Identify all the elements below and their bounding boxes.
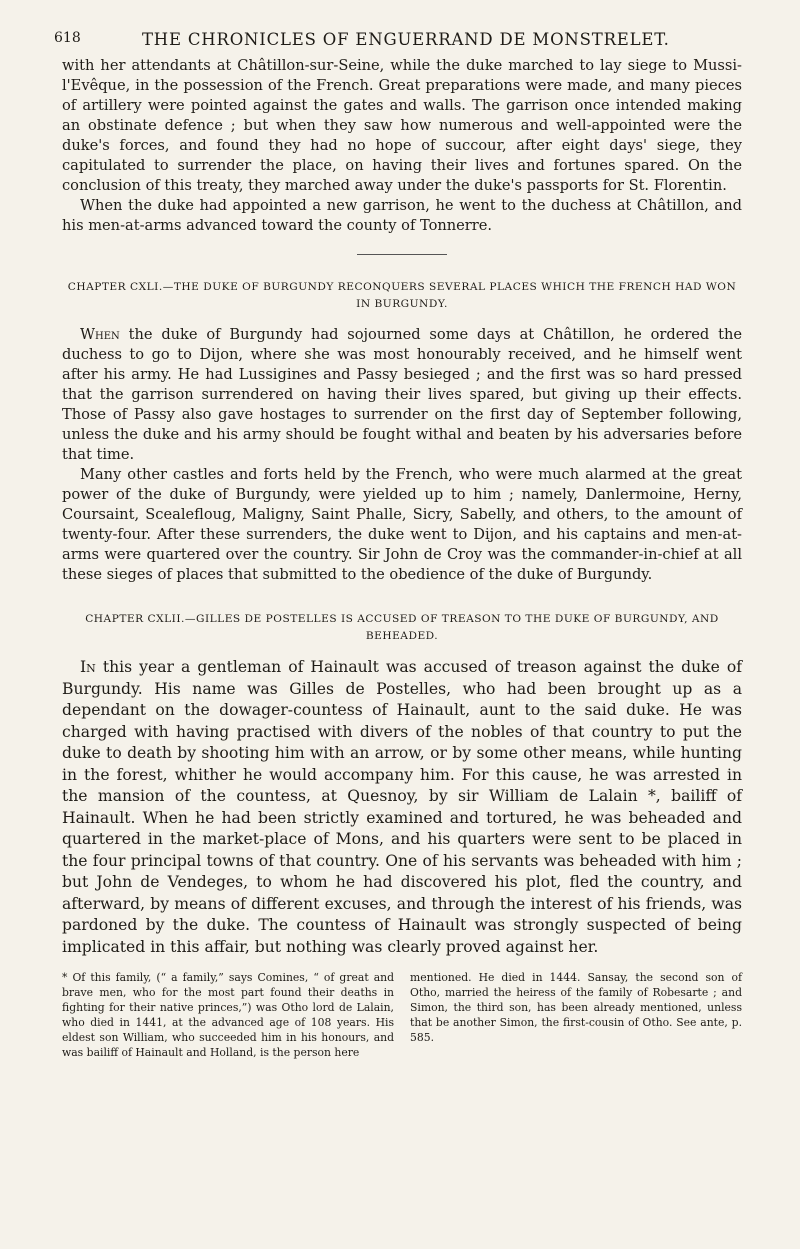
section-divider — [357, 254, 447, 255]
page — [54, 30, 742, 1060]
chapter-heading: CHAPTER CXLI.—THE DUKE OF BURGUNDY RECONQUERS SEVERAL PLACES WHICH THE FRENCH HAD WON IN BURGUNDY. — [67, 281, 737, 310]
paragraph — [62, 657, 742, 958]
lead-word: In — [80, 658, 96, 676]
running-title: THE CHRONICLES OF ENGUERRAND DE MONSTRELET. — [142, 30, 670, 49]
paragraph: with her attendants at Châtillon-sur-Seine, while the duke marched to lay siege to Mussi-l'Evêque, in the possession of the French. Great preparations were made, and many pieces of artillery were pointed against the gates and walls. The garrison once intended making an obstinate defence ; but when they saw how numerous and well-appointed were the duke's forces, and found they had no hope of succour, after eight days' siege, they capitulated to surrender the place, on having their lives and fortunes spared. On the conclusion of this treaty, they marched away under the duke's passports for St. Florentin. — [62, 57, 742, 194]
paragraph: When the duke had appointed a new garrison, he went to the duchess at Châtillon, and his men-at-arms advanced toward the county of Tonnerre. — [62, 197, 742, 234]
paragraph-text: the duke of Burgundy had sojourned some days at Châtillon, he ordered the duchess to go to Dijon, where she was most honourably received, and he himself went after his army. He had Lussigines and Passy besieged ; and the first was so hard pressed that the garrison surrendered on having their lives spared, but giving up their effects. Those of Passy also gave hostages to surrender on the first day of September following, unless the duke and his army should be fought withal and beaten by his adversaries before that time. — [62, 326, 742, 463]
footnote-column-right: mentioned. He died in 1444. Sansay, the second son of Otho, married the heiress of the family of Robesarte ; and Simon, the third son, has been already mentioned, unless that be another Simon, the first-cousin of Otho. See ante, p. 585. — [410, 971, 742, 1044]
chapter-heading: CHAPTER CXLII.—GILLES DE POSTELLES IS ACCUSED OF TREASON TO THE DUKE OF BURGUNDY, AND BEHEADED. — [85, 613, 719, 642]
paragraph: Many other castles and forts held by the French, who were much alarmed at the great power of the duke of Burgundy, were yielded up to him ; namely, Danlermoine, Herny, Coursaint, Scealefloug, Maligny, Saint Phalle, Sicry, Sabelly, and others, to the amount of twenty-four. After these surrenders, the duke went to Dijon, and his captains and men-at-arms were quartered over the country. Sir John de Croy was the commander-in-chief at all these sieges of places that submitted to the obedience of the duke of Burgundy. — [62, 466, 742, 583]
page-number: 618 — [54, 30, 81, 46]
page-header — [54, 30, 742, 56]
footnotes — [62, 970, 742, 1060]
footnote-column-left: * Of this family, (“ a family,” says Comines, “ of great and brave men, who for the most part found their deaths in fighting for their native princes,”) was Otho lord de Lalain, who died in 1441, at the advanced age of 108 years. His eldest son William, who succeeded him in his honours, and was bailiff of Hainault and Holland, is the person here — [62, 971, 394, 1059]
lead-word: When — [80, 326, 120, 343]
paragraph — [62, 325, 742, 465]
paragraph-text: this year a gentleman of Hainault was accused of treason against the duke of Burgundy. His name was Gilles de Postelles, who had been brought up as a dependant on the dowager-countess of Hainault, aunt to the said duke. He was charged with having practised with divers of the nobles of that country to put the duke to death by shooting him with an arrow, or by some other means, while hunting in the forest, whither he would accompany him. For this cause, he was arrested in the mansion of the countess, at Quesnoy, by sir William de Lalain *, bailiff of Hainault. When he had been strictly examined and tortured, he was beheaded and quartered in the market-place of Mons, and his quarters were sent to be placed in the four principal towns of that country. One of his servants was beheaded with him ; but John de Vendeges, to whom he had discovered his plot, fled the country, and afterward, by means of different excuses, and through the interest of his friends, was pardoned by the duke. The countess of Hainault was strongly suspected of being implicated in this affair, but nothing was clearly proved against her. — [62, 658, 742, 956]
